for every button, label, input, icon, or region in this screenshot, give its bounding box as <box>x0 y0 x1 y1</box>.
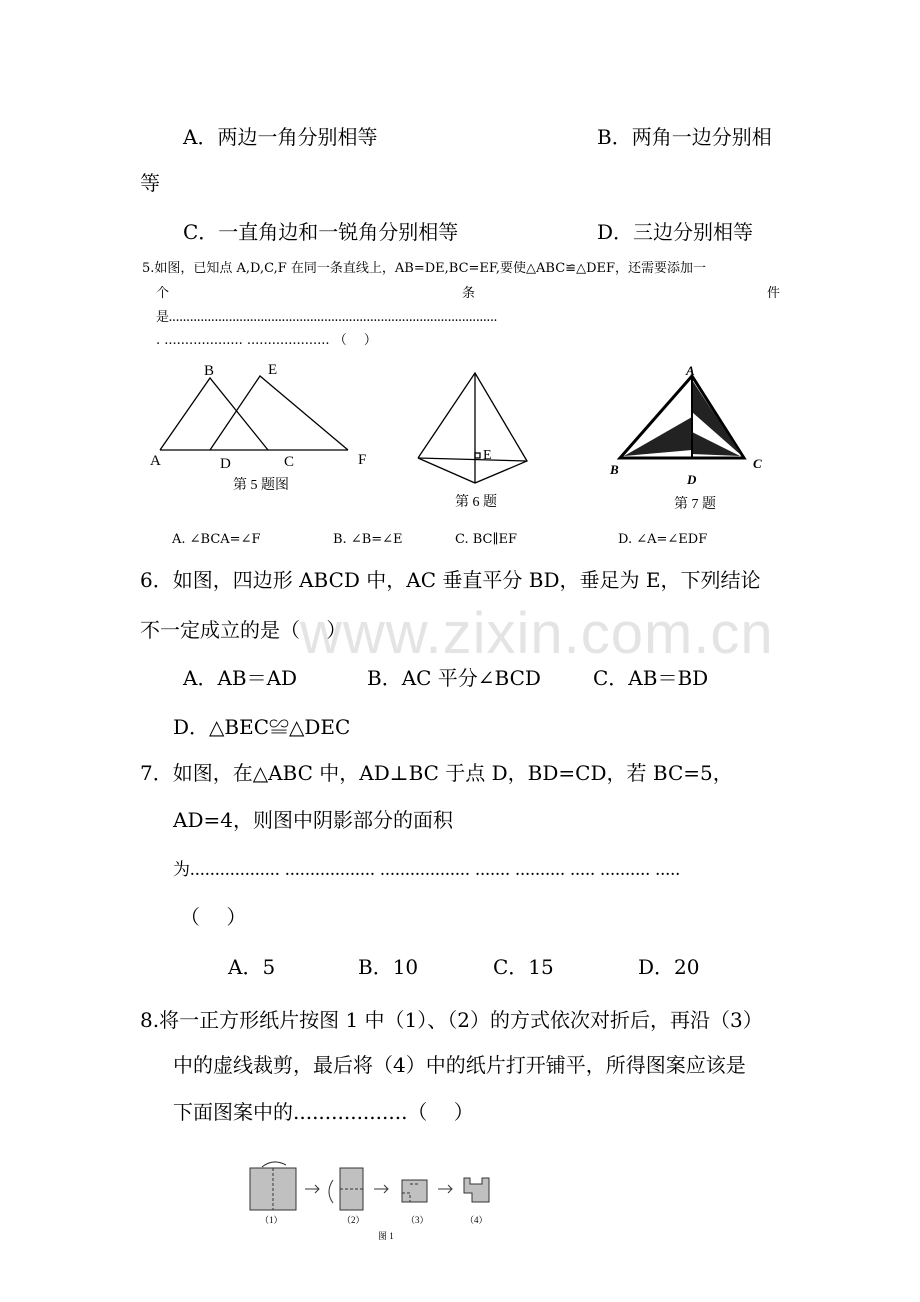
label-b: B <box>610 462 619 477</box>
q8-text-line3: 下面图案中的..................（ ） <box>173 1100 474 1124</box>
label-d: D <box>687 472 697 487</box>
q6-text-line2: 不一定成立的是（ ） <box>140 618 347 642</box>
step-2-label: （2） <box>342 1215 365 1225</box>
q6-option-c: C．AB＝BD <box>593 666 709 690</box>
q6-option-b: B．AC 平分∠BCD <box>367 666 541 690</box>
figure-1-caption: 图 1 <box>378 1231 394 1241</box>
watermark: www.zixin.com.cn <box>300 601 774 666</box>
q5-option-a: A. ∠BCA=∠F <box>172 532 261 547</box>
q5-option-c: C. BC∥EF <box>455 532 518 547</box>
q7-text-line2: AD=4，则图中阴影部分的面积 <box>173 808 453 832</box>
q8-text-line2: 中的虚线裁剪，最后将（4）中的纸片打开铺平，所得图案应该是 <box>173 1053 746 1077</box>
label-f: F <box>358 452 367 468</box>
label-d: D <box>220 456 231 472</box>
q5-text-line3: 是............................................................................................. <box>156 310 497 325</box>
figure-7-caption: 第 7 题 <box>674 497 716 512</box>
q7-option-c: C．15 <box>493 955 554 979</box>
figure-1-folding <box>170 1150 510 1250</box>
figure-5-caption: 第 5 题图 <box>233 478 289 493</box>
q7-text: 7．如图，在△ABC 中，AD⊥BC 于点 D，BD=CD，若 BC=5， <box>140 761 733 785</box>
q7-option-a: A．5 <box>228 955 276 979</box>
figure-6-caption: 第 6 题 <box>455 495 497 510</box>
q5-text-line4: . ................... .................... （ ） <box>156 333 377 348</box>
label-b: B <box>204 363 215 379</box>
figure-7 <box>610 362 780 512</box>
step-3-label: （3） <box>406 1215 429 1225</box>
step-1-label: （1） <box>260 1215 283 1225</box>
q7-option-b: B．10 <box>358 955 419 979</box>
q6-text: 6．如图，四边形 ABCD 中，AC 垂直平分 BD，垂足为 E，下列结论 <box>140 568 761 592</box>
label-e: E <box>268 362 278 378</box>
q6-option-a: A．AB＝AD <box>183 666 298 690</box>
q5-text-w3: 件 <box>767 286 781 301</box>
q4-option-b: B．两角一边分别相 <box>597 125 772 149</box>
q5-option-d: D. ∠A=∠EDF <box>618 532 708 547</box>
q4-option-a: A．两边一角分别相等 <box>183 125 378 149</box>
q8-text: 8.将一正方形纸片按图 1 中（1）、（2）的方式依次对折后，再沿（3） <box>140 1008 763 1032</box>
label-e: E <box>483 448 492 463</box>
q5-option-b: B. ∠B=∠E <box>333 532 403 547</box>
label-a: A <box>150 453 161 469</box>
q4-option-b-cont: 等 <box>140 171 160 195</box>
q5-text: 5.如图，已知点 A,D,C,F 在同一条直线上，AB=DE,BC=EF,要使△ABC≌△DEF，还需要添加一 <box>142 261 706 276</box>
label-a: A <box>686 363 695 378</box>
step-4-label: （4） <box>465 1215 488 1225</box>
q7-text-line4: （ ） <box>180 905 247 929</box>
q7-text-line3: 为.................. .................. .................. ....... .......... ..... .......... ..... <box>173 860 680 880</box>
label-c: C <box>753 456 762 471</box>
label-c: C <box>284 454 295 470</box>
q4-option-c: C．一直角边和一锐角分别相等 <box>183 220 459 244</box>
q5-text-w2: 条 <box>462 286 476 301</box>
q6-option-d: D．△BEC≌△DEC <box>173 715 351 739</box>
q5-text-w1: 个 <box>156 286 170 301</box>
q7-option-d: D．20 <box>638 955 700 979</box>
figure-6 <box>400 368 550 518</box>
q4-option-d: D．三边分别相等 <box>597 220 754 244</box>
figure-5 <box>148 362 378 492</box>
